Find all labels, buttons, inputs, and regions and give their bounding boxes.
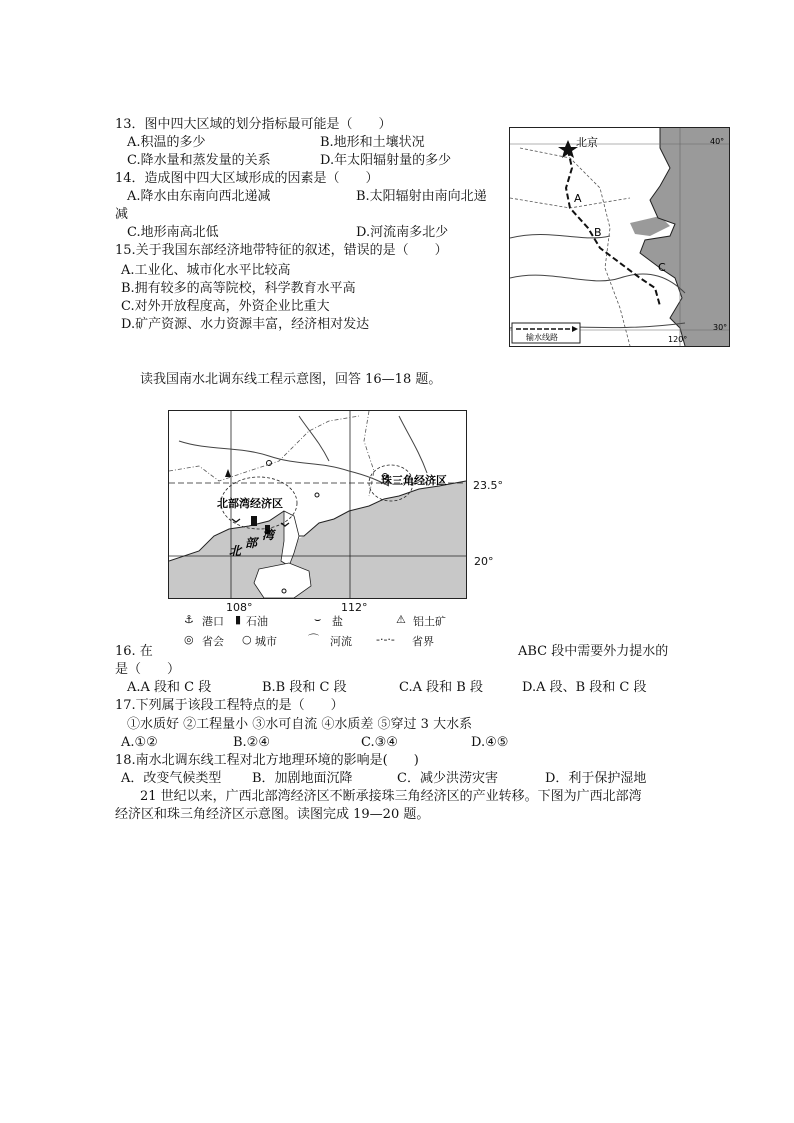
q13-option-b[interactable]: B.地形和土壤状况 bbox=[320, 135, 425, 150]
map2-region-prd: 珠三角经济区 bbox=[381, 474, 447, 487]
q16-option-c[interactable]: C.A 段和 B 段 bbox=[399, 680, 483, 695]
route-map bbox=[509, 127, 730, 347]
q14-option-c[interactable]: C.地形南高北低 bbox=[127, 225, 219, 240]
map2-lat1-label: 23.5° bbox=[473, 479, 503, 492]
q16-option-b[interactable]: B.B 段和 C 段 bbox=[262, 680, 347, 695]
q15-option-b[interactable]: B.拥有较多的高等院校，科学教育水平高 bbox=[121, 281, 356, 296]
q13-option-a[interactable]: A.积温的多少 bbox=[127, 135, 206, 150]
map1-lat-label: 40° bbox=[710, 137, 725, 146]
legend-oil: 石油 bbox=[246, 615, 268, 628]
q14-option-b[interactable]: B.太阳辐射由南向北递 bbox=[356, 189, 487, 204]
intro-19-20-line2: 经济区和珠三角经济区示意图。读图完成 19—20 题。 bbox=[115, 807, 430, 822]
q13-option-d[interactable]: D.年太阳辐射量的多少 bbox=[320, 153, 452, 168]
q18-stem: 18.南水北调东线工程对北方地理环境的影响是( ) bbox=[115, 753, 419, 768]
legend-river: 河流 bbox=[330, 635, 352, 648]
q17-option-d[interactable]: D.④⑤ bbox=[471, 735, 509, 750]
beibu-gulf-map bbox=[168, 410, 467, 599]
q16-option-a[interactable]: A.A 段和 C 段 bbox=[127, 680, 212, 695]
map1-label-b: B bbox=[594, 226, 602, 239]
q14-option-b-continued: 减 bbox=[115, 207, 129, 222]
map1-label-c: C bbox=[658, 261, 666, 274]
q16-stem-end: ABC 段中需要外力提水的 bbox=[518, 644, 669, 659]
legend-bauxite: 铝土矿 bbox=[413, 615, 446, 628]
q18-option-c[interactable]: C．减少洪涝灾害 bbox=[397, 771, 498, 786]
legend-port: 港口 bbox=[202, 615, 224, 628]
q18-option-b[interactable]: B．加剧地面沉降 bbox=[252, 771, 353, 786]
q16-option-d[interactable]: D.A 段、B 段和 C 段 bbox=[522, 680, 647, 695]
q14-stem: 14．造成图中四大区域形成的因素是（ ） bbox=[115, 171, 379, 186]
q18-option-d[interactable]: D．利于保护湿地 bbox=[545, 771, 647, 786]
beibu-gulf-map-svg bbox=[169, 411, 466, 598]
q18-option-a[interactable]: A．改变气候类型 bbox=[121, 771, 222, 786]
map2-lat2-label: 20° bbox=[474, 555, 494, 568]
q17-statements: ①水质好 ②工程量小 ③水可自流 ④水质差 ⑤穿过 3 大水系 bbox=[127, 717, 473, 732]
q13-option-c[interactable]: C.降水量和蒸发量的关系 bbox=[127, 153, 271, 168]
map2-legend bbox=[180, 613, 480, 649]
q15-option-c[interactable]: C.对外开放程度高，外资企业比重大 bbox=[121, 299, 330, 314]
q15-option-d[interactable]: D.矿产资源、水力资源丰富，经济相对发达 bbox=[121, 317, 370, 332]
q17-option-c[interactable]: C.③④ bbox=[361, 735, 398, 750]
city-icon: ○ bbox=[242, 633, 252, 646]
map2-gulf-char2: 部 bbox=[245, 536, 258, 550]
map2-lon2-label: 112° bbox=[341, 601, 368, 614]
q14-option-a[interactable]: A.降水由东南向西北递减 bbox=[127, 189, 271, 204]
route-map-svg bbox=[510, 128, 729, 346]
q16-stem-start: 16. 在 bbox=[115, 644, 153, 659]
map2-lon1-label: 108° bbox=[226, 601, 253, 614]
q15-stem: 15.关于我国东部经济地带特征的叙述，错误的是（ ） bbox=[115, 243, 448, 258]
legend-border: 省界 bbox=[412, 635, 434, 648]
legend-city: 城市 bbox=[255, 635, 277, 648]
q17-option-b[interactable]: B.②④ bbox=[233, 735, 270, 750]
q15-option-a[interactable]: A.工业化、城市化水平比较高 bbox=[121, 263, 291, 278]
map1-label-a: A bbox=[574, 192, 582, 205]
q17-stem: 17.下列属于该段工程特点的是（ ） bbox=[115, 698, 344, 713]
border-icon: -·-·- bbox=[376, 633, 395, 646]
map2-gulf-char1: 北 bbox=[229, 544, 242, 558]
river-icon: ⌒ bbox=[308, 633, 319, 646]
q17-option-a[interactable]: A.①② bbox=[121, 735, 158, 750]
anchor-icon: ⚓ bbox=[184, 613, 194, 626]
map2-region-north: 北部湾经济区 bbox=[217, 497, 283, 510]
legend-capital: 省会 bbox=[202, 635, 224, 648]
capital-icon: ◎ bbox=[184, 633, 194, 646]
map1-lon-label: 120° bbox=[668, 335, 688, 344]
intro-16-18: 读我国南水北调东线工程示意图，回答 16—18 题。 bbox=[140, 372, 442, 387]
intro-19-20-line1: 21 世纪以来，广西北部湾经济区不断承接珠三角经济区的产业转移。下图为广西北部湾 bbox=[140, 789, 642, 804]
bauxite-icon: ⚠ bbox=[396, 613, 406, 626]
map2-gulf-char3: 湾 bbox=[262, 528, 275, 542]
q13-stem: 13．图中四大区域的划分指标最可能是（ ） bbox=[115, 117, 392, 132]
salt-icon: ⌣ bbox=[314, 613, 322, 626]
map1-lat2-label: 30° bbox=[713, 323, 728, 332]
oil-icon: ▮ bbox=[235, 613, 242, 626]
legend-salt: 盐 bbox=[332, 615, 343, 628]
q14-option-d[interactable]: D.河流南多北少 bbox=[356, 225, 449, 240]
map1-legend-label: 输水线路 bbox=[526, 333, 558, 342]
q16-stem-cont: 是（ ） bbox=[115, 662, 181, 677]
map1-city-label: 北京 bbox=[576, 136, 598, 149]
